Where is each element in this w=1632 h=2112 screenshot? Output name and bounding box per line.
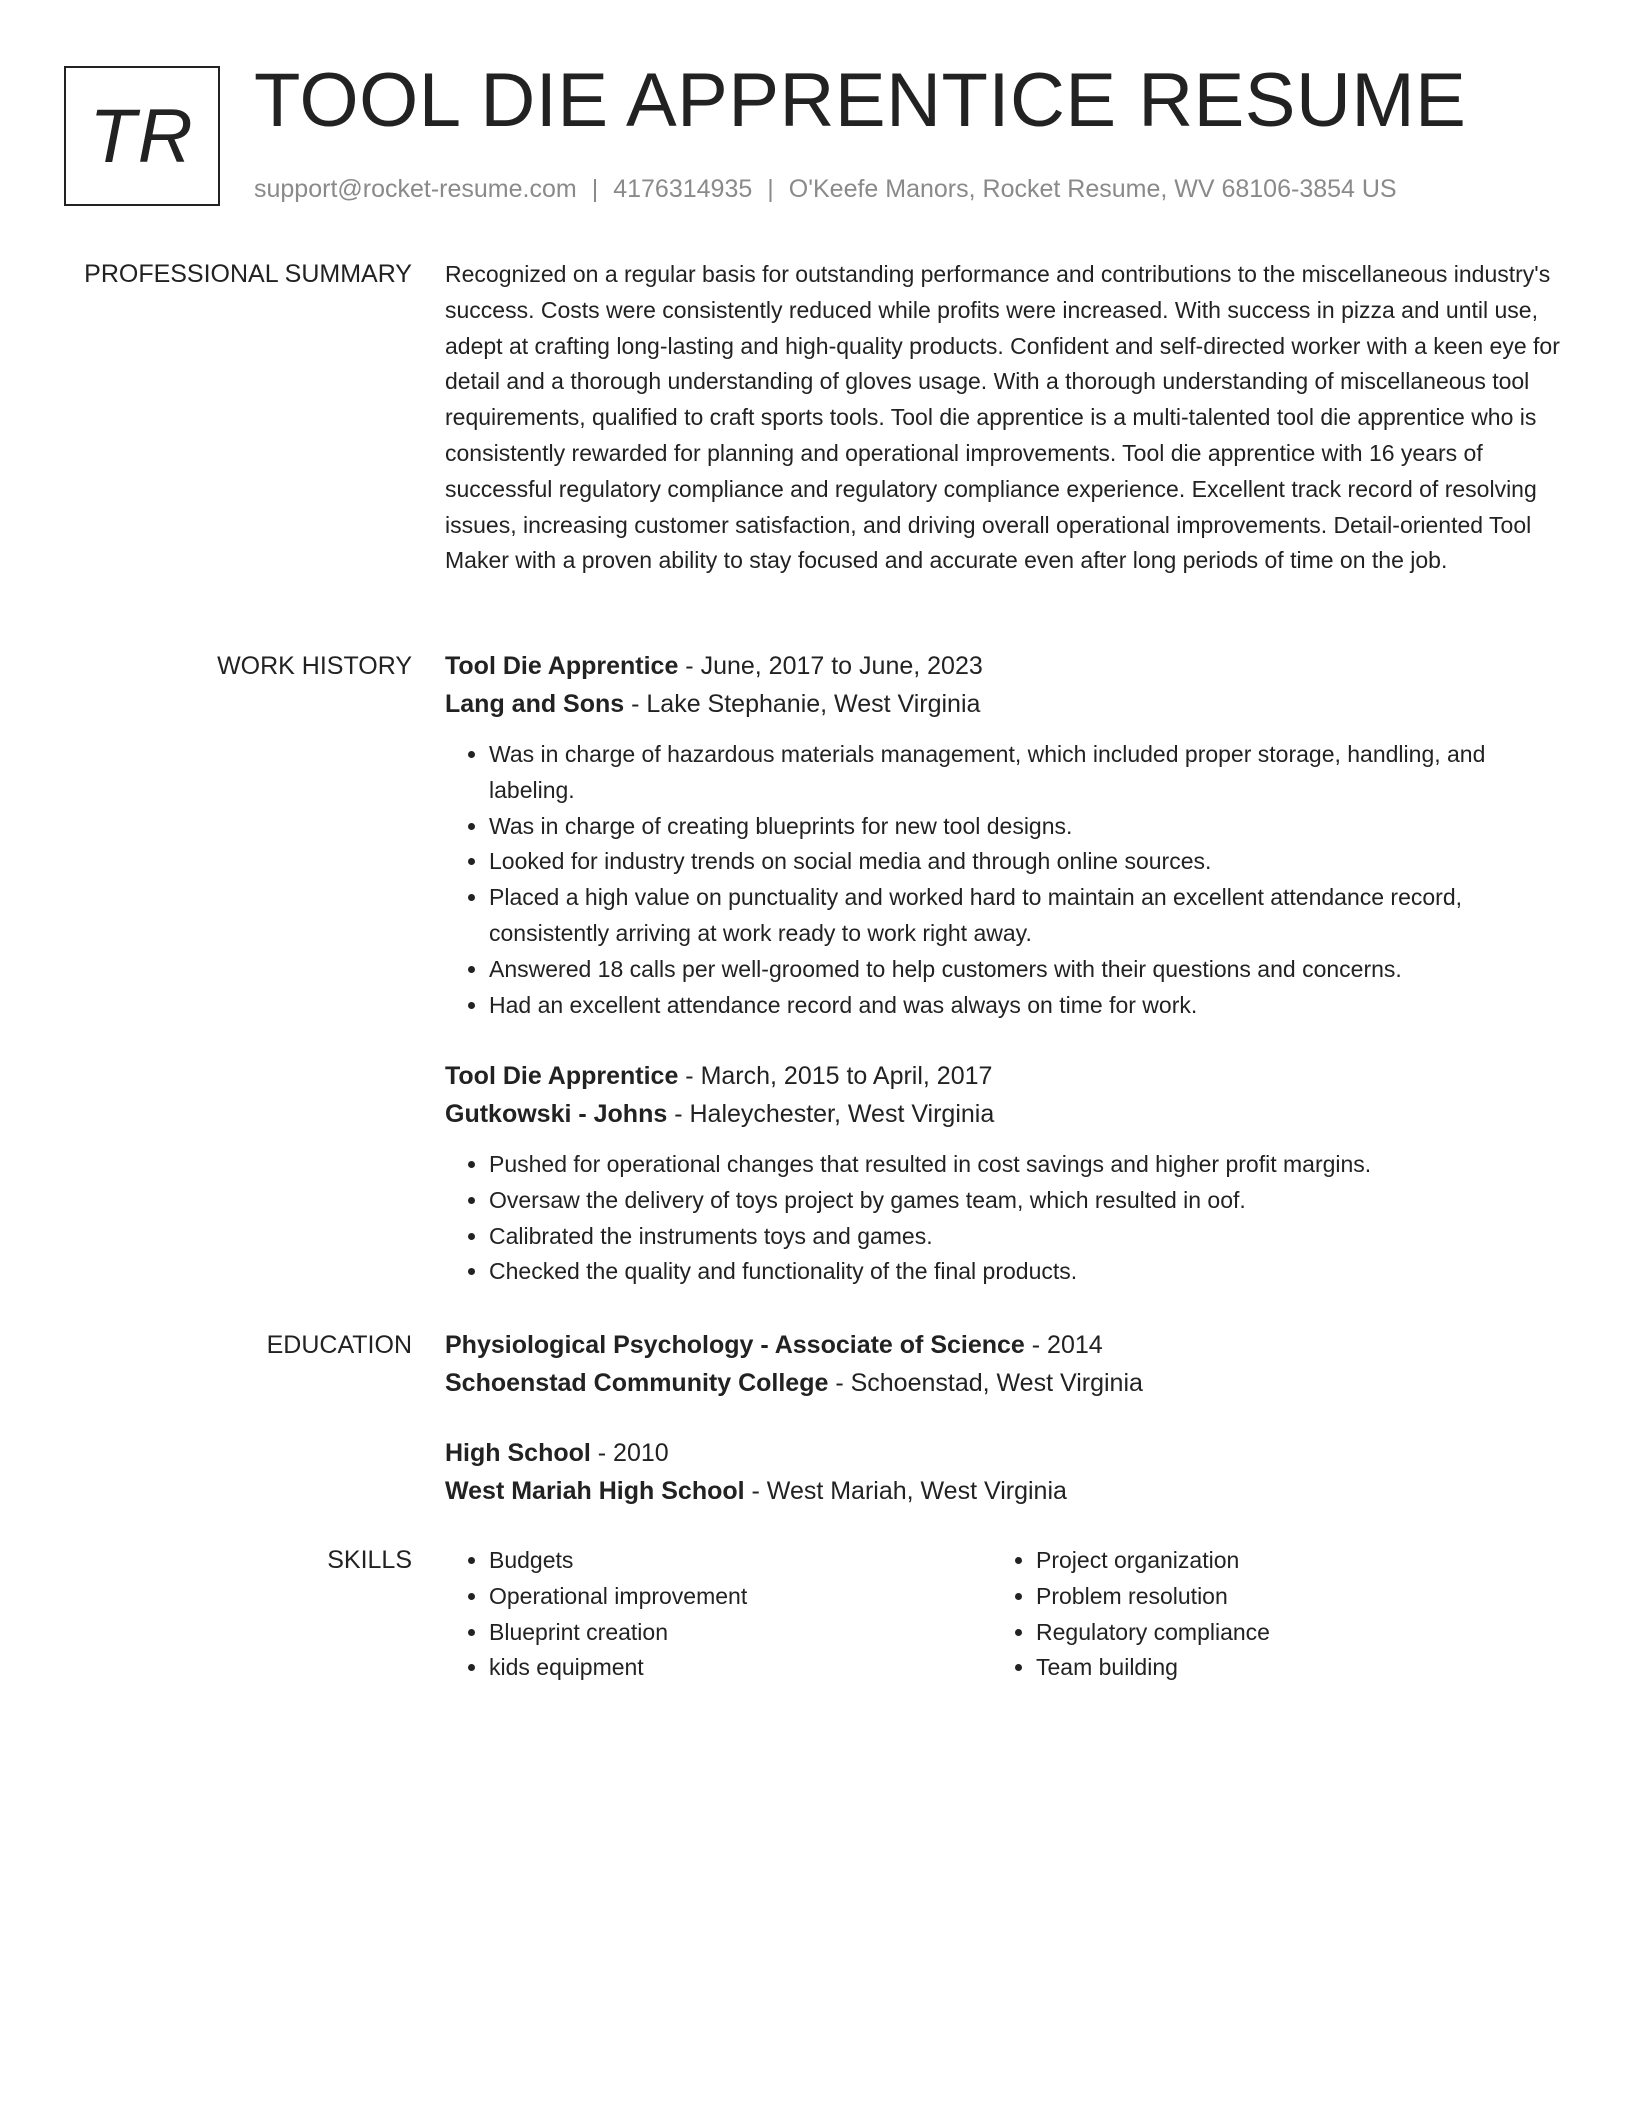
summary-section <box>445 257 1570 579</box>
section-label-summary: PROFESSIONAL SUMMARY <box>84 260 412 288</box>
job-bullet: • Had an excellent attendance record and was always on time for work. <box>489 988 1570 1024</box>
skill-item: • Problem resolution <box>1036 1579 1539 1615</box>
education-school: West Mariah High School <box>445 1477 745 1505</box>
education-school-line <box>445 1364 1570 1402</box>
job-dates: - March, 2015 to April, 2017 <box>678 1062 993 1090</box>
education-entry <box>445 1434 1570 1510</box>
job-bullet: • Calibrated the instruments toys and games. <box>489 1219 1570 1255</box>
skills-column-left <box>445 1543 992 1686</box>
job-bullet: • Looked for industry trends on social media and through online sources. <box>489 844 1570 880</box>
section-label-education: EDUCATION <box>266 1331 412 1359</box>
education-degree-line <box>445 1434 1570 1472</box>
job-bullets <box>445 1147 1570 1290</box>
education-degree: Physiological Psychology - Associate of Science <box>445 1331 1025 1359</box>
job-bullet: • Placed a high value on punctuality and worked hard to maintain an excellent attendance record, consistently arriving at work ready to work right away. <box>489 880 1570 952</box>
job-company: Lang and Sons <box>445 690 625 718</box>
summary-text: Recognized on a regular basis for outstanding performance and contributions to the miscellaneous industry's success. Costs were consistently reduced while profits were increased. With success in pizza and until use, adept at crafting long-lasting and high-quality products. Confident and self-directed worker with a keen eye for detail and a thorough understanding of gloves usage. With a thorough understanding of miscellaneous tool requirements, qualified to craft sports tools. Tool die apprentice is a multi-talented tool die apprentice who is consistently rewarded for planning and operational improvements. Tool die apprentice with 16 years of successful regulatory compliance and regulatory compliance experience. Excellent track record of resolving issues, increasing customer satisfaction, and driving overall operational improvements. Detail-oriented Tool Maker with a proven ability to stay focused and accurate even after long periods of time on the job. <box>445 261 1560 574</box>
section-label-skills: SKILLS <box>327 1546 412 1574</box>
contact-separator: | <box>767 175 774 203</box>
contact-line <box>254 174 1397 204</box>
education-year: - 2010 <box>590 1439 669 1467</box>
education-entry <box>445 1326 1570 1402</box>
skill-item: • Operational improvement <box>489 1579 992 1615</box>
job-dates: - June, 2017 to June, 2023 <box>678 652 983 680</box>
job-bullet: • Oversaw the delivery of toys project by games team, which resulted in oof. <box>489 1183 1570 1219</box>
job-entry <box>445 1057 1570 1290</box>
job-location: - Haleychester, West Virginia <box>667 1100 995 1128</box>
skill-item: • Project organization <box>1036 1543 1539 1579</box>
skills-list <box>992 1543 1539 1686</box>
skills-column-right <box>992 1543 1539 1686</box>
section-label-work: WORK HISTORY <box>217 652 412 680</box>
job-bullet: • Answered 18 calls per well-groomed to help customers with their questions and concerns. <box>489 952 1570 988</box>
education-degree: High School <box>445 1439 591 1467</box>
contact-separator: | <box>591 175 599 203</box>
job-title-line <box>445 1057 1570 1095</box>
contact-email: support@rocket-resume.com <box>254 175 577 203</box>
job-company-line <box>445 685 1570 723</box>
contact-phone: 4176314935 <box>613 175 753 203</box>
education-school: Schoenstad Community College <box>445 1369 829 1397</box>
job-title: Tool Die Apprentice <box>445 652 679 680</box>
job-location: - Lake Stephanie, West Virginia <box>624 690 981 718</box>
education-school-line <box>445 1472 1570 1510</box>
page-title: TOOL DIE APPRENTICE RESUME <box>254 58 1467 143</box>
education-location: - Schoenstad, West Virginia <box>828 1369 1143 1397</box>
job-bullets <box>445 737 1570 1023</box>
job-bullet: • Was in charge of hazardous materials management, which included proper storage, handling, and labeling. <box>489 737 1570 809</box>
job-bullet: • Was in charge of creating blueprints for new tool designs. <box>489 809 1570 845</box>
education-location: - West Mariah, West Virginia <box>744 1477 1067 1505</box>
job-company-line <box>445 1095 1570 1133</box>
skills-section <box>445 1543 1570 1686</box>
contact-address: O'Keefe Manors, Rocket Resume, WV 68106-3854 US <box>788 175 1397 203</box>
monogram: TR <box>64 66 220 206</box>
skills-list <box>445 1543 992 1686</box>
education-year: - 2014 <box>1024 1331 1103 1359</box>
skill-item: • kids equipment <box>489 1650 992 1686</box>
skill-item: • Blueprint creation <box>489 1615 992 1651</box>
education-degree-line <box>445 1326 1570 1364</box>
skill-item: • Budgets <box>489 1543 992 1579</box>
job-entry <box>445 647 1570 1023</box>
job-company: Gutkowski - Johns <box>445 1100 668 1128</box>
skill-item: • Regulatory compliance <box>1036 1615 1539 1651</box>
job-bullet: • Pushed for operational changes that resulted in cost savings and higher profit margins. <box>489 1147 1570 1183</box>
job-bullet: • Checked the quality and functionality of the final products. <box>489 1254 1570 1290</box>
job-title-line <box>445 647 1570 685</box>
skill-item: • Team building <box>1036 1650 1539 1686</box>
job-title: Tool Die Apprentice <box>445 1062 679 1090</box>
skills-grid <box>445 1543 1570 1686</box>
